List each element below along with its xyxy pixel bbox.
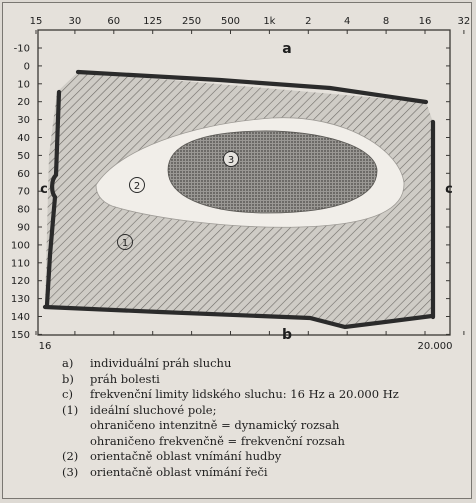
y-axis-tick-labels	[11, 44, 30, 341]
x-tick-label: 32	[457, 16, 471, 27]
x-tick-label: 250	[182, 16, 202, 27]
legend-key: (2)	[62, 449, 79, 463]
x-tick-label: 60	[107, 16, 121, 27]
legend-key: a)	[62, 356, 74, 370]
legend-text: ideální sluchové pole;	[90, 402, 217, 417]
y-tick-label: 30	[17, 115, 30, 127]
y-tick-label: 50	[17, 150, 30, 162]
y-tick-label: 40	[17, 133, 30, 144]
x-axis-tick-labels	[30, 16, 471, 27]
x-tick-label: 125	[143, 16, 163, 27]
y-tick-label: 70	[17, 186, 30, 198]
legend-key: b)	[62, 371, 74, 386]
y-tick-label: 150	[10, 329, 30, 341]
y-tick-label: 140	[10, 312, 30, 323]
curve-label-a: a	[282, 41, 292, 57]
legend-row	[62, 465, 462, 481]
legend-row	[62, 356, 462, 372]
svg-text:2: 2	[133, 181, 141, 192]
y-tick-label: 20	[17, 97, 30, 109]
legend-text: ohraničeno frekvenčně = frekvenční rozsah	[90, 433, 345, 448]
legend-text: individuální práh sluchu	[90, 356, 232, 370]
y-tick-label: 60	[17, 168, 30, 180]
region-marker-3	[224, 152, 239, 167]
legend-key: (1)	[62, 402, 79, 417]
legend-row	[62, 418, 462, 434]
y-tick-label: 120	[10, 276, 30, 288]
legend-row	[62, 403, 462, 419]
legend-row	[62, 387, 462, 403]
label-20000hz: 20.000	[417, 341, 453, 352]
y-tick-label: 110	[10, 258, 30, 270]
x-tick-label: 1k	[263, 16, 276, 27]
speech-area-region	[168, 131, 377, 213]
y-tick-label: -10	[13, 43, 30, 55]
legend-row	[62, 434, 462, 450]
x-tick-label: 30	[68, 16, 82, 27]
legend-text: orientačně oblast vnímání hudby	[90, 449, 282, 463]
legend-key: c)	[62, 387, 73, 401]
legend-row	[62, 449, 462, 465]
legend-key: (3)	[62, 464, 79, 479]
x-tick-label: 16	[418, 16, 432, 27]
x-tick-label: 2	[305, 16, 312, 27]
y-tick-label: 130	[10, 294, 30, 306]
label-16hz: 16	[38, 341, 52, 352]
svg-text:3: 3	[227, 155, 235, 166]
legend-row	[62, 372, 462, 388]
x-tick-label: 8	[382, 16, 390, 27]
legend-text: ohraničeno intenzitně = dynamický rozsah	[90, 418, 340, 432]
y-tick-label: 0	[23, 61, 30, 73]
curve-label-c-left: c	[40, 182, 48, 197]
curve-label-b: b	[281, 327, 293, 343]
legend-text: frekvenční limity lidského sluchu: 16 Hz a 20.000 Hz	[90, 387, 399, 401]
legend	[62, 356, 462, 480]
svg-text:1: 1	[121, 238, 129, 249]
x-tick-label: 15	[29, 16, 43, 27]
y-tick-label: 10	[17, 79, 30, 91]
y-tick-label: 80	[17, 204, 30, 216]
y-tick-label: 90	[17, 222, 30, 234]
curve-label-c-right: c	[445, 182, 453, 197]
y-tick-label: 100	[10, 240, 30, 252]
legend-text: orientačně oblast vnímání řeči	[90, 464, 268, 479]
x-tick-label: 4	[344, 16, 351, 27]
x-tick-label: 500	[220, 16, 241, 27]
legend-text: práh bolesti	[90, 371, 160, 386]
